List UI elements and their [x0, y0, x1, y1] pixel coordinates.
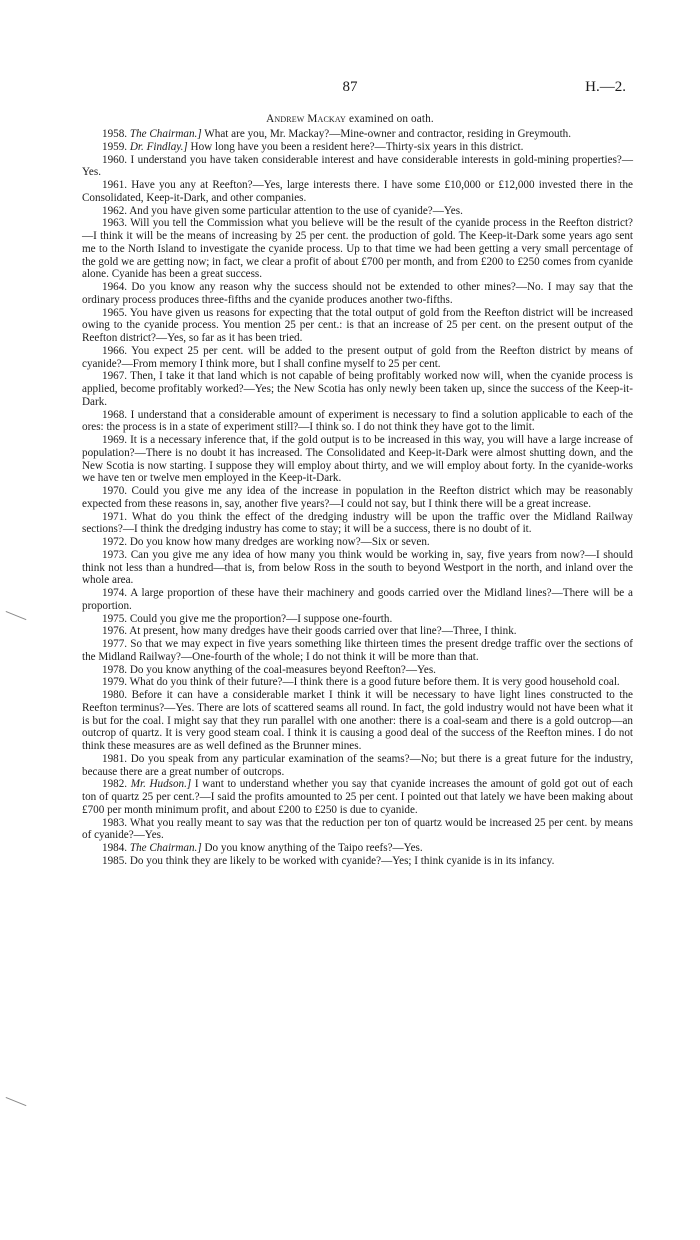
- testimony-paragraph: [82, 434, 633, 485]
- testimony-paragraph: [82, 370, 633, 408]
- question-number: 1970.: [102, 485, 128, 497]
- testimony-text: Do you speak from any particular examination of the seams?—No; but there is a great future for the industry, because there are a great number of outcrops.: [82, 752, 633, 778]
- question-number: 1979.: [102, 676, 128, 689]
- testimony-paragraph: [82, 485, 633, 511]
- testimony-paragraph: [82, 664, 633, 677]
- question-number: 1962.: [102, 204, 128, 217]
- speaker-label: The Chairman.]: [129, 128, 202, 140]
- question-number: 1964.: [102, 281, 128, 293]
- question-number: 1973.: [102, 548, 128, 561]
- testimony-text: Do you know anything of the coal-measures beyond Reefton?—Yes.: [127, 663, 436, 676]
- testimony-paragraph: [82, 409, 633, 435]
- question-number: 1965.: [102, 306, 128, 319]
- testimony-text: Do you know anything of the Taipo reefs?—Yes.: [201, 842, 423, 854]
- testimony-text: A large proportion of these have their machinery and goods carried over the Midland lines?—There will be a proportion.: [82, 587, 633, 612]
- testimony-text: And you have given some particular attention to the use of cyanide?—Yes.: [127, 204, 463, 217]
- testimony-text: You have given us reasons for expecting that the total output of gold from the Reefton district will be increased owing to the cyanide process. You mention 25 per cent.: is that an increase of 25 per cent. on the present output of the Reefton district?—Yes, so far as it has been tried.: [82, 306, 633, 344]
- testimony-text: I understand you have taken considerable interest and have considerable interests in gold-mining properties?—Yes.: [82, 153, 633, 179]
- testimony-body: [82, 128, 633, 868]
- question-number: 1982.: [102, 778, 128, 791]
- testimony-paragraph: [82, 128, 633, 141]
- testimony-text: Have you any at Reefton?—Yes, large interests there. I have some £10,000 or £12,000 invested there in the Consolidated, Keep-it-Dark, and other companies.: [82, 179, 633, 204]
- question-number: 1959.: [102, 140, 128, 153]
- testimony-paragraph: [82, 676, 633, 689]
- testimony-text: Do you know any reason why the success should not be extended to other mines?—No. I may say that the ordinary process produces three-fifths and the cyanide produces another two-fifths.: [82, 281, 633, 306]
- margin-mark: [0, 611, 26, 633]
- testimony-text: What are you, Mr. Mackay?—Mine-owner and contractor, residing in Greymouth.: [201, 128, 572, 140]
- testimony-paragraph: [82, 141, 633, 154]
- testimony-paragraph: [82, 842, 633, 855]
- testimony-text: Can you give me any idea of how many you think would be working in, say, five years from now?—I should think not less than a hundred—that is, from below Ross in the south to beyond Westport in the north, and inland over the whole area.: [82, 548, 633, 587]
- testimony-paragraph: [82, 307, 633, 345]
- testimony-text: Before it can have a considerable market I think it will be necessary to have light lines constructed to the Reefton terminus?—Yes. There are lots of scattered seams all round. In fact, the gold industry would not have been what it is but for the coal. I might say that they run parallel with one another: there is a coal-seam and there is a gold outcrop—an outcrop of quartz. It is very good steam coal. I think it is causing a good deal of the success of the Reefton mines. I do not think these measures are as well defined as the Brunner mines.: [82, 689, 633, 752]
- question-number: 1976.: [102, 625, 128, 638]
- question-number: 1977.: [102, 638, 128, 650]
- testimony-text: Could you give me any idea of the increase in population in the Reefton district which may be reasonably expected from these reasons in, say, another five years?—I could not say, but I think there will be a great increase.: [82, 485, 633, 510]
- question-number: 1984.: [102, 842, 128, 854]
- testimony-text: Then, I take it that land which is not capable of being profitably worked now will, when the cyanide process is applied, become profitably worked?—Yes; the New Scotia has only newly been taken up, since the success of the Keep-it-Dark.: [82, 370, 633, 408]
- testimony-paragraph: [82, 217, 633, 281]
- testimony-paragraph: [82, 536, 633, 549]
- testimony-paragraph: [82, 753, 633, 779]
- testimony-text: I understand that a considerable amount of experiment is necessary to find a solution applicable to each of the ores: the process is in a state of experiment still?—I think so. I do not think they have got to the limit.: [82, 408, 633, 434]
- testimony-paragraph: [82, 855, 633, 868]
- question-number: 1975.: [102, 612, 128, 625]
- question-number: 1966.: [102, 344, 128, 357]
- testimony-paragraph: [82, 549, 633, 587]
- speaker-label: Dr. Findlay.]: [129, 140, 188, 153]
- testimony-paragraph: [82, 778, 633, 816]
- margin-mark: [0, 1097, 26, 1119]
- question-number: 1967.: [102, 370, 128, 383]
- testimony-paragraph: [82, 689, 633, 753]
- page-number: 87: [342, 79, 358, 95]
- question-number: 1969.: [102, 434, 128, 446]
- question-number: 1985.: [102, 854, 128, 867]
- testimony-text: At present, how many dredges have their goods carried over that line?—Three, I think.: [127, 625, 517, 638]
- testimony-paragraph: [82, 625, 633, 638]
- question-number: 1960.: [102, 153, 128, 166]
- speaker-label: Mr. Hudson.]: [130, 778, 192, 791]
- testimony-text: How long have you been a resident here?—Thirty-six years in this district.: [187, 140, 524, 153]
- testimony-paragraph: [82, 179, 633, 205]
- speaker-label: The Chairman.]: [129, 842, 202, 854]
- witness-name: Andrew Mackay: [266, 113, 346, 125]
- question-number: 1971.: [102, 510, 128, 523]
- testimony-text: You expect 25 per cent. will be added to the present output of gold from the Reefton district by means of cyanide?—From memory I think more, but I shall confine myself to 25 per cent.: [82, 344, 633, 370]
- question-number: 1963.: [102, 217, 128, 230]
- question-number: 1980.: [102, 689, 128, 701]
- question-number: 1972.: [102, 536, 128, 548]
- testimony-text: It is a necessary inference that, if the gold output is to be increased in this way, you will have a large increase of population?—There is no doubt it has increased. The Consolidated and Keep-it-Dark were almost shutting down, and the New Scotia is now starting. I suppose they will employ about thirty, and we will employ about forty. In the cyanide-works we have ten or twelve men employed in the Keep-it-Dark.: [82, 434, 633, 485]
- testimony-paragraph: [82, 587, 633, 613]
- testimony-paragraph: [82, 345, 633, 371]
- testimony-text: Do you think they are likely to be worked with cyanide?—Yes; I think cyanide is in its infancy.: [127, 854, 555, 867]
- testimony-text: Will you tell the Commission what you believe will be the result of the cyanide process in the Reefton district?—I think it will be the means of increasing by 25 per cent. the production of gold. The Keep-it-Dark some years ago sent me to the North Island to investigate the cyanide process. Up to that time we had been getting a very small percentage of the gold we are getting now; in fact, we clear a profit of about £700 per month, and from £200 to £250 comes from cyanide alone. Cyanide has been a great success.: [82, 217, 633, 281]
- testimony-paragraph: [82, 281, 633, 307]
- question-number: 1983.: [102, 816, 128, 829]
- testimony-text: So that we may expect in five years something like thirteen times the present dredge traffic over the sections of the Midland Railway?—One-fourth of the whole; I do not think it will be more than that.: [82, 638, 633, 663]
- question-number: 1981.: [102, 752, 128, 765]
- testimony-paragraph: [82, 205, 633, 218]
- testimony-paragraph: [82, 817, 633, 843]
- question-number: 1958.: [102, 128, 128, 140]
- document-reference: H.—2.: [585, 79, 626, 95]
- testimony-paragraph: [82, 511, 633, 537]
- testimony-text: What you really meant to say was that the reduction per ton of quartz would be increased 25 per cent. by means of cyanide?—Yes.: [82, 816, 633, 842]
- testimony-text: I want to understand whether you say that cyanide increases the amount of gold got out of each ton of quartz 25 per cent.?—I said the profits amounted to 25 per cent. I pointed out that lately we have been making about £700 per month minimum profit, and about £200 to £250 is due to cyanide.: [82, 778, 633, 816]
- testimony-paragraph: [82, 613, 633, 626]
- testimony-text: What do you think the effect of the dredging industry will be upon the traffic over the Midland Railway sections?—I think the dredging industry has come to stay; it will be a success, there is no doubt of it.: [82, 510, 633, 536]
- testimony-text: What do you think of their future?—I think there is a good future before them. It is very good household coal.: [127, 676, 620, 689]
- witness-heading-suffix: examined on oath.: [346, 113, 434, 125]
- testimony-paragraph: [82, 154, 633, 180]
- question-number: 1968.: [102, 408, 128, 421]
- question-number: 1974.: [102, 587, 128, 599]
- question-number: 1961.: [102, 179, 128, 191]
- testimony-paragraph: [82, 638, 633, 664]
- witness-heading: [0, 113, 700, 125]
- testimony-text: Do you know how many dredges are working now?—Six or seven.: [127, 536, 430, 548]
- question-number: 1978.: [102, 663, 128, 676]
- testimony-text: Could you give me the proportion?—I suppose one-fourth.: [127, 612, 393, 625]
